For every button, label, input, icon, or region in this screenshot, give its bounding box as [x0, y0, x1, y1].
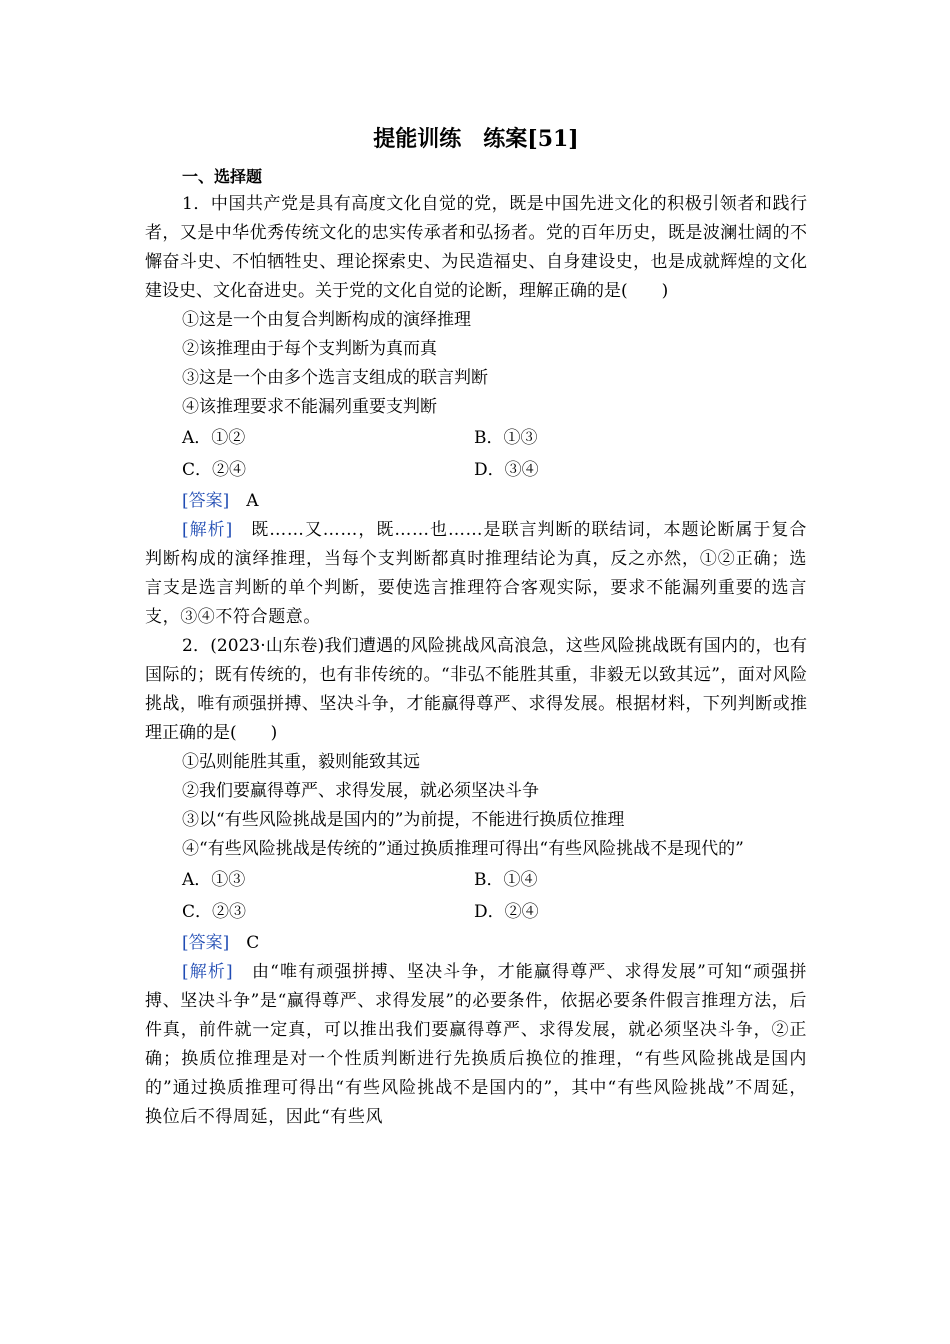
choice-d: D．③④ [474, 460, 539, 480]
document-page [145, 122, 807, 1132]
choice-d: D．②④ [474, 902, 539, 922]
question-1-stem: 1．中国共产党是具有高度文化自觉的党，既是中国先进文化的积极引领者和践行者，又是中华优秀传统文化的忠实传承者和弘扬者。党的百年历史，既是波澜壮阔的不懈奋斗史、不怕牺牲史、理论探索史、为民造福史、自身建设史，也是成就辉煌的文化建设史、文化奋进史。关于党的文化自觉的论断，理解正确的是( ) [145, 194, 807, 301]
choice-b: B．①③ [474, 428, 538, 448]
question-2-stem: 2．(2023·山东卷)我们遭遇的风险挑战风高浪急，这些风险挑战既有国内的，也有国际的；既有传统的，也有非传统的。“非弘不能胜其重，非毅无以致其远”，面对风险挑战，唯有顽强拼搏、坚决斗争，才能赢得尊严、求得发展。根据材料，下列判断或推理正确的是( ) [145, 636, 807, 743]
question-2-item-1: ①弘则能胜其重，毅则能致其远 [182, 752, 420, 772]
analysis-text: 既……又……，既……也……是联言判断的联结词，本题论断属于复合判断构成的演绎推理，当每个支判断都真时推理结论为真，反之亦然，①②正确；选言支是选言判断的单个判断，要使选言推理符合客观实际，要求不能漏列重要的选言支，③④不符合题意。 [145, 520, 807, 627]
choice-c: C．②④ [182, 460, 247, 480]
question-2-item-4: ④“有些风险挑战是传统的”通过换质推理可得出“有些风险挑战不是现代的” [182, 839, 744, 859]
answer-value: C [246, 933, 260, 953]
analysis-tag: [解析] [182, 962, 234, 982]
question-2-choices-row-1 [145, 864, 807, 896]
section-heading: 一、选择题 [182, 167, 263, 186]
choice-c: C．②③ [182, 902, 247, 922]
question-1-analysis [145, 516, 807, 632]
page-title: 提能训练 练案[51] [373, 126, 579, 152]
analysis-tag: [解析] [182, 520, 233, 540]
question-2-choices-row-2 [145, 896, 807, 928]
answer-value: A [246, 491, 259, 511]
answer-tag: [答案] [182, 491, 230, 511]
question-1-item-3: ③这是一个由多个选言支组成的联言判断 [182, 368, 488, 388]
question-1-choices-row-2 [145, 454, 807, 486]
question-1-item-1: ①这是一个由复合判断构成的演绎推理 [182, 310, 471, 330]
question-2-answer [145, 928, 807, 958]
answer-tag: [答案] [182, 933, 230, 953]
question-1-answer [145, 486, 807, 516]
question-2-item-3: ③以“有些风险挑战是国内的”为前提，不能进行换质位推理 [182, 810, 625, 830]
analysis-text: 由“唯有顽强拼搏、坚决斗争，才能赢得尊严、求得发展”可知“顽强拼搏、坚决斗争”是“赢得尊严、求得发展”的必要条件，依据必要条件假言推理方法，后件真，前件就一定真，可以推出我们要赢得尊严、求得发展，就必须坚决斗争，②正确；换质位推理是对一个性质判断进行先换质后换位的推理，“有些风险挑战是国内的”通过换质推理可得出“有些风险挑战不是国内的”，其中“有些风险挑战”不周延，换位后不得周延，因此“有些风 [145, 962, 807, 1127]
question-1-item-4: ④该推理要求不能漏列重要支判断 [182, 397, 437, 417]
question-1-choices-row-1 [145, 422, 807, 454]
question-2-analysis [145, 958, 807, 1132]
choice-a: A．①③ [182, 870, 246, 890]
question-1-item-2: ②该推理由于每个支判断为真而真 [182, 339, 437, 359]
question-2-item-2: ②我们要赢得尊严、求得发展，就必须坚决斗争 [182, 781, 539, 801]
choice-b: B．①④ [474, 870, 538, 890]
choice-a: A．①② [182, 428, 246, 448]
